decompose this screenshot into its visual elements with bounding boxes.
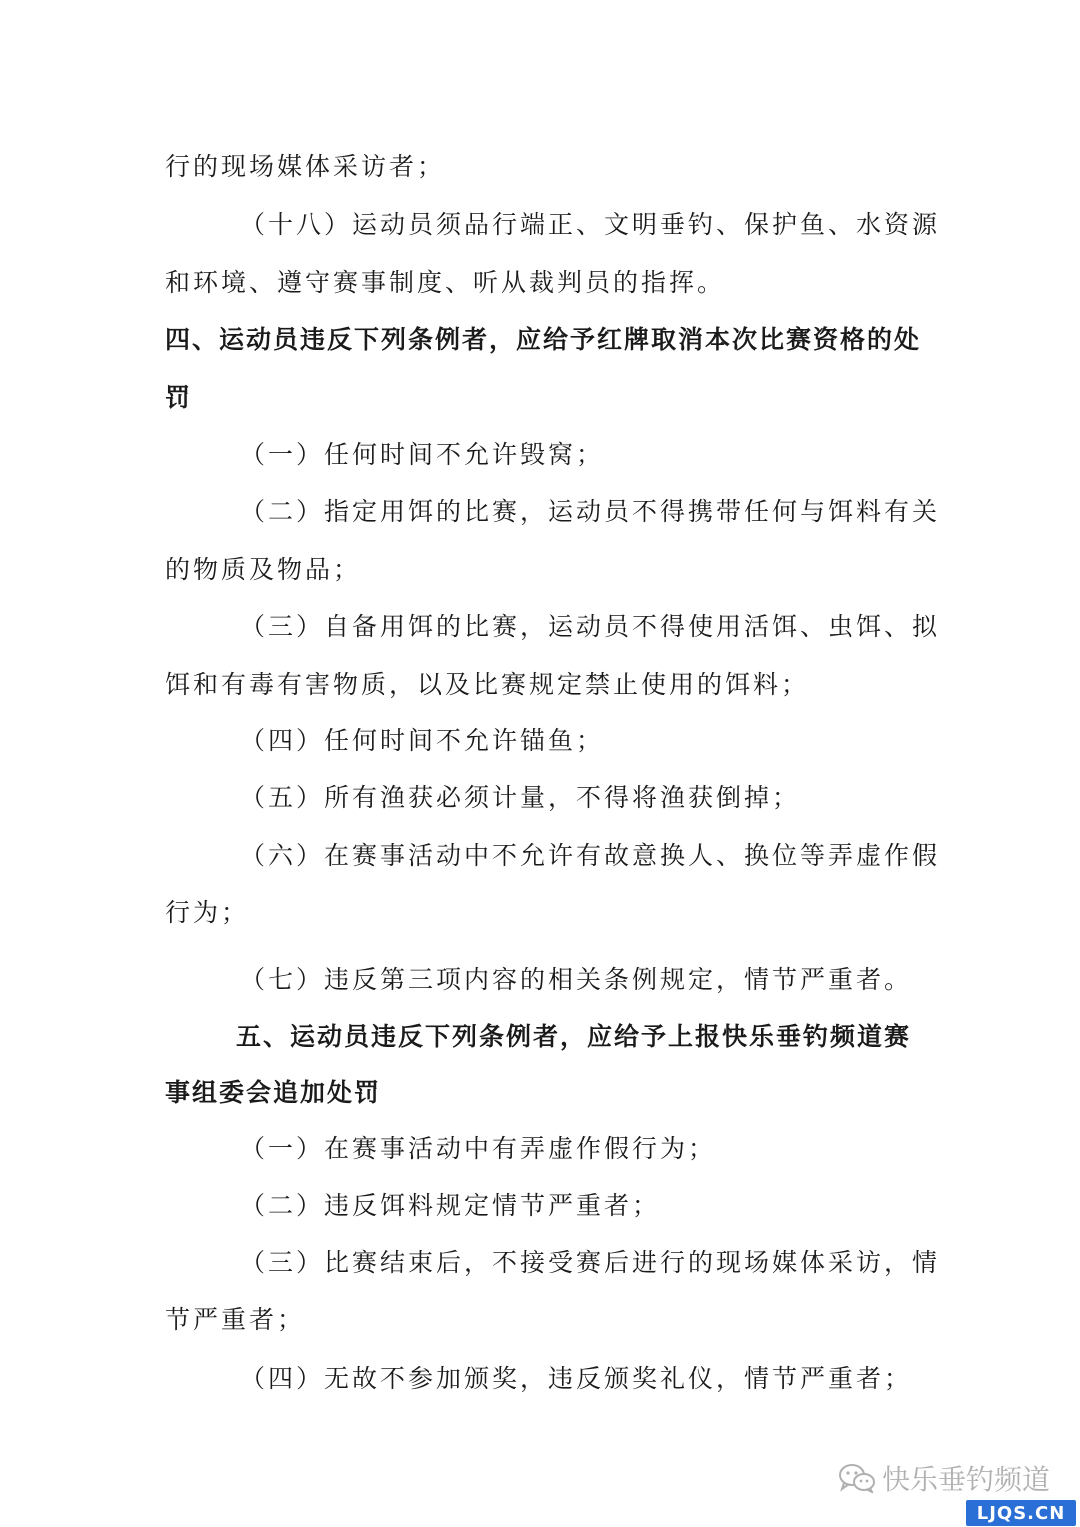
text-line: （七）违反第三项内容的相关条例规定，情节严重者。 [240, 965, 913, 994]
section-heading: 四、运动员违反下列条例者，应给予红牌取消本次比赛资格的处 [165, 325, 922, 354]
text-line: （二）违反饵料规定情节严重者； [240, 1191, 661, 1220]
text-line: （一）在赛事活动中有弄虚作假行为； [240, 1134, 717, 1163]
text-line: （十八）运动员须品行端正、文明垂钓、保护鱼、水资源 [240, 210, 941, 239]
site-logo: LJQS.CN [966, 1500, 1076, 1526]
text-line: （五）所有渔获必须计量，不得将渔获倒掉； [240, 783, 801, 812]
text-line: （六）在赛事活动中不允许有故意换人、换位等弄虚作假 [240, 841, 941, 870]
text-line: （二）指定用饵的比赛，运动员不得携带任何与饵料有关 [240, 497, 941, 526]
text-line: 行的现场媒体采访者； [165, 152, 446, 181]
text-line: （四）无故不参加颁奖，违反颁奖礼仪，情节严重者； [240, 1364, 913, 1393]
text-line: （一）任何时间不允许毁窝； [240, 440, 605, 469]
text-line: 饵和有毒有害物质，以及比赛规定禁止使用的饵料； [165, 670, 810, 699]
text-line: （四）任何时间不允许锚鱼； [240, 726, 605, 755]
text-line: 行为； [165, 898, 250, 927]
text-line: 和环境、遵守赛事制度、听从裁判员的指挥。 [165, 268, 726, 297]
watermark-text: 快乐垂钓频道 [882, 1463, 1051, 1496]
watermark [838, 1458, 1050, 1498]
text-line: （三）自备用饵的比赛，运动员不得使用活饵、虫饵、拟 [240, 612, 941, 641]
text-line: 的物质及物品； [165, 555, 362, 584]
section-heading: 五、运动员违反下列条例者，应给予上报快乐垂钓频道赛 [236, 1022, 912, 1051]
wechat-icon [838, 1463, 876, 1493]
section-heading: 事组委会追加处罚 [165, 1078, 382, 1107]
text-line: （三）比赛结束后，不接受赛后进行的现场媒体采访，情 [240, 1248, 941, 1277]
section-heading: 罚 [165, 383, 193, 412]
text-line: 节严重者； [165, 1305, 306, 1334]
